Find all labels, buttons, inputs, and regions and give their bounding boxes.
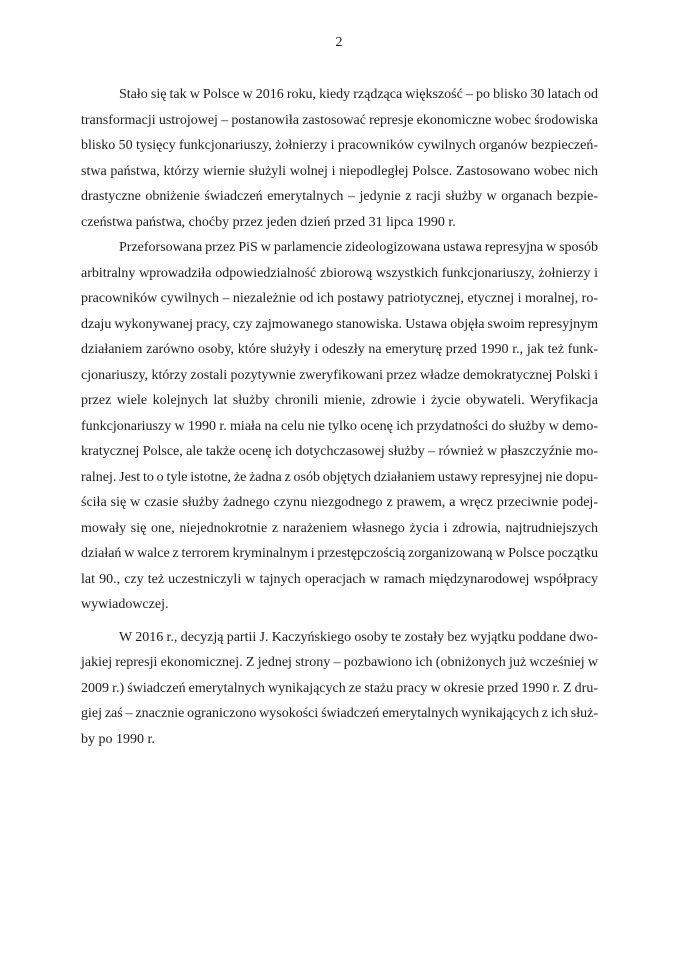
text-line: [81, 363, 598, 389]
paragraph: [81, 625, 598, 753]
text-line: [81, 337, 598, 363]
text-line: [81, 592, 598, 618]
text-line: [81, 465, 598, 491]
text-line: [81, 541, 598, 567]
text-line: [81, 286, 598, 312]
text-line: [81, 210, 598, 236]
text-line: [81, 567, 598, 593]
text-line: [81, 184, 598, 210]
text-line: [81, 261, 598, 287]
text-line-content: ralnej. Jest to o tyle istotne, że żadna z osób objętych działaniem ustawy represyjnej nie dopu-: [81, 469, 598, 485]
text-line: [81, 676, 598, 702]
text-line-content: ściła się w czasie służby żadnego czynu niezgodnego z prawem, a wręcz przeciwnie podej-: [81, 495, 598, 510]
text-line-content: drastyczne obniżenie świadczeń emerytalnych – jedynie z racji służby w organach bezpie-: [81, 189, 598, 204]
text-line-content: pracowników cywilnych – niezależnie od ich postawy patriotycznej, etycznej i moralnej, ro-: [81, 291, 598, 306]
text-line-content: stwa państwa, którzy wiernie służyli wolnej i niepodległej Polsce. Zastosowano wobec nich: [81, 163, 598, 179]
text-line-content: by po 1990 r.: [81, 731, 155, 747]
text-line-content: lat 90., czy też uczestniczyli w tajnych operacjach w ramach międzynarodowej współpracy: [81, 571, 598, 587]
text-line-content: 2009 r.) świadczeń emerytalnych wynikających ze stażu pracy w okresie przed 1990 r. Z dru-: [81, 680, 598, 696]
paragraph: [81, 82, 598, 235]
text-line-content: dzaju wykonywanej pracy, czy zajmowanego stanowiska. Ustawa objęła swoim represyjnym: [81, 316, 598, 332]
text-line: [81, 490, 598, 516]
text-line: [81, 439, 598, 465]
text-line-content: giej zaś – znacznie ograniczono wysokości świadczeń emerytalnych wynikających z ich służ-: [81, 706, 598, 721]
text-line: [81, 235, 598, 261]
text-line: [81, 159, 598, 185]
text-line: [81, 727, 598, 753]
text-line: [81, 312, 598, 338]
text-line-content: Stało się tak w Polsce w 2016 roku, kiedy rządząca większość – po blisko 30 latach od: [119, 87, 598, 102]
text-line-content: blisko 50 tysięcy funkcjonariuszy, żołnierzy i pracowników cywilnych organów bezpieczeń-: [81, 138, 598, 153]
text-line: [81, 108, 598, 134]
text-line-content: mowały się one, niejednokrotnie z narażeniem własnego życia i zdrowia, najtrudniejszych: [81, 520, 598, 536]
text-line: [81, 625, 598, 651]
text-line-content: Przeforsowana przez PiS w parlamencie zideologizowana ustawa represyjna w sposób: [119, 240, 598, 255]
text-line-content: przez wiele kolejnych lat służby chronili mienie, zdrowie i życie obywateli. Weryfikacja: [81, 393, 598, 408]
text-line-content: działaniem zarówno osoby, które służyły i odeszły na emeryturę przed 1990 r., jak też funk-: [81, 342, 598, 357]
document-body: [81, 82, 598, 752]
text-line: [81, 82, 598, 108]
text-line: [81, 516, 598, 542]
page-number: 2: [335, 35, 343, 50]
text-line-content: cjonariuszy, którzy zostali pozytywnie zweryfikowani przez władze demokratycznej Polski i: [81, 367, 598, 383]
text-line: [81, 414, 598, 440]
text-line: [81, 388, 598, 414]
text-line-content: kratycznej Polsce, ale także ocenę ich dotychczasowej służby – również w płaszczyźnie mo-: [81, 444, 598, 459]
text-line-content: czeństwa państwa, choćby przez jeden dzień przed 31 lipca 1990 r.: [81, 214, 456, 230]
text-line: [81, 701, 598, 727]
text-line-content: jakiej represji ekonomicznej. Z jednej strony – pozbawiono ich (obniżonych już wcześniej w: [81, 655, 598, 670]
text-line-content: arbitralny wprowadziła odpowiedzialność zbiorową wszystkich funkcjonariuszy, żołnierzy i: [81, 265, 598, 281]
paragraph: [81, 235, 598, 618]
text-line: [81, 650, 598, 676]
text-line-content: funkcjonariuszy w 1990 r. miała na celu nie tylko ocenę ich przydatności do służby w demo-: [81, 418, 598, 434]
text-line-content: W 2016 r., decyzją partii J. Kaczyńskiego osoby te zostały bez wyjątku poddane dwo-: [119, 629, 598, 645]
text-line: [81, 133, 598, 159]
text-line-content: wywiadowczej.: [81, 597, 169, 612]
text-line-content: transformacji ustrojowej – postanowiła zastosować represje ekonomiczne wobec środowiska: [81, 112, 598, 128]
text-line-content: działań w walce z terrorem kryminalnym i przestępczością zorganizowaną w Polsce początku: [81, 546, 598, 561]
